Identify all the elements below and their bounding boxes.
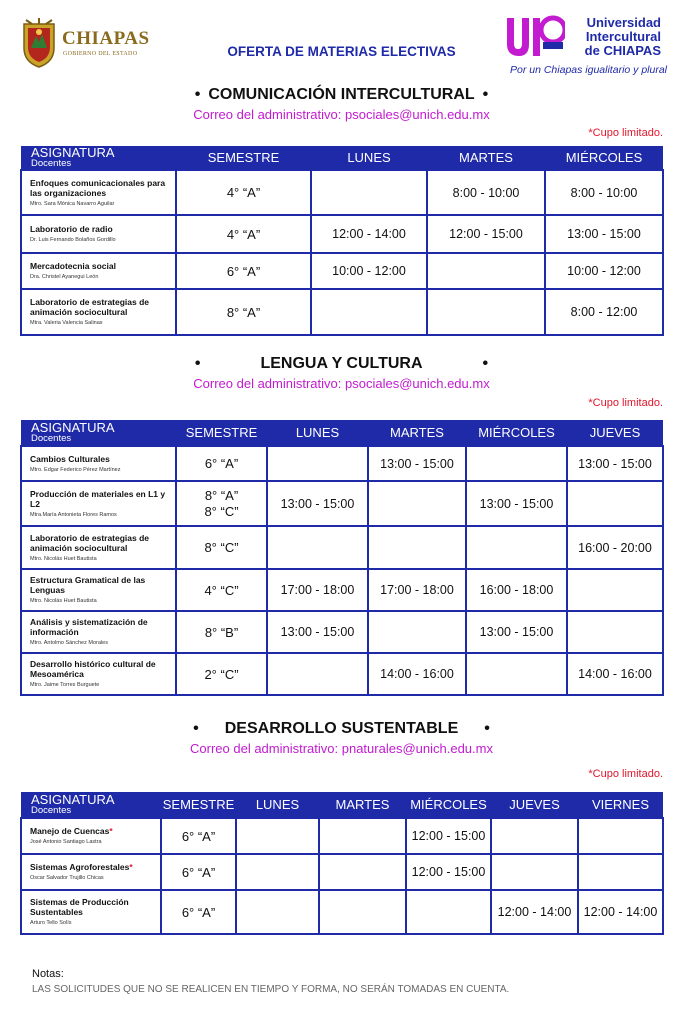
subject-cell: Mercadotecnia social Dra. Christel Ayanegui León [21, 253, 176, 289]
schedule-cell [368, 526, 466, 569]
schedule-table-desarrollo [20, 792, 664, 935]
semester-cell: 6° “A” [176, 253, 311, 289]
schedule-cell: 12:00 - 15:00 [406, 854, 491, 890]
subject-cell: Manejo de Cuencas* José Antonio Santiago Lastra [21, 818, 161, 854]
table-row [21, 818, 663, 854]
schedule-cell [427, 289, 545, 335]
semester-cell: 8° “C” [176, 526, 267, 569]
schedule-cell: 12:00 - 15:00 [406, 818, 491, 854]
schedule-cell: 13:00 - 15:00 [466, 611, 567, 653]
schedule-cell: 10:00 - 12:00 [545, 253, 663, 289]
schedule-cell [406, 890, 491, 934]
semester-cell: 2° “C” [176, 653, 267, 695]
university-name-line-2: Intercultural [585, 29, 661, 44]
table-row [21, 890, 663, 934]
schedule-cell: 12:00 - 14:00 [578, 890, 663, 934]
schedule-cell: 8:00 - 12:00 [545, 289, 663, 335]
schedule-cell [319, 890, 406, 934]
subject-cell: Producción de materiales en L1 y L2 Mtra.María Antonieta Flores Ramos [21, 481, 176, 526]
schedule-cell: 8:00 - 10:00 [545, 170, 663, 215]
header-martes: MARTES [427, 146, 545, 170]
schedule-cell: 12:00 - 14:00 [311, 215, 427, 253]
schedule-cell [368, 481, 466, 526]
table-row [21, 289, 663, 335]
subject-cell: Análisis y sistematización de información Mtro. Antolmo Sánchez Morales [21, 611, 176, 653]
section-title-lengua: • LENGUA Y CULTURA • [194, 355, 489, 372]
table-row [21, 854, 663, 890]
header-lunes: LUNES [236, 792, 319, 818]
university-slogan: Por un Chiapas igualitario y plural [510, 64, 668, 76]
chiapas-coat-of-arms-icon [22, 18, 56, 68]
section-title-desarrollo: • DESARROLLO SUSTENTABLE • [193, 720, 490, 737]
schedule-cell [319, 854, 406, 890]
semester-cell: 4° “C” [176, 569, 267, 611]
schedule-cell: 13:00 - 15:00 [466, 481, 567, 526]
semester-cell: 6° “A” [161, 890, 236, 934]
table-row [21, 170, 663, 215]
header-miercoles: MIÉRCOLES [545, 146, 663, 170]
subject-cell: Desarrollo histórico cultural de Mesoamérica Mtro. Jaime Torres Burguete [21, 653, 176, 695]
header-semestre: SEMESTRE [176, 146, 311, 170]
semester-cell: 4° “A” [176, 170, 311, 215]
subject-cell: Sistemas Agroforestales* Oscar Salvador Trujillo Chicas [21, 854, 161, 890]
subject-cell: Laboratorio de estrategias de animación sociocultural Mtra. Valeria Valencia Salinas [21, 289, 176, 335]
semester-cell: 6° “A” [176, 446, 267, 481]
table-row [21, 215, 663, 253]
schedule-table-lengua [20, 420, 664, 696]
section-email-desarrollo: Correo del administrativo: pnaturales@unich.edu.mx [190, 741, 493, 756]
schedule-cell [567, 481, 663, 526]
semester-cell: 6° “A” [161, 854, 236, 890]
header-lunes: LUNES [267, 420, 368, 446]
schedule-cell: 16:00 - 18:00 [466, 569, 567, 611]
subject-cell: Cambios Culturales Mtro. Edgar Federico Pérez Martínez [21, 446, 176, 481]
schedule-cell [267, 446, 368, 481]
semester-cell: 8° “A” [176, 289, 311, 335]
table-row [21, 526, 663, 569]
header-miercoles: MIÉRCOLES [406, 792, 491, 818]
schedule-cell [368, 611, 466, 653]
header-asignatura: ASIGNATURA Docentes [21, 792, 161, 818]
schedule-cell [491, 854, 578, 890]
schedule-cell [319, 818, 406, 854]
university-name-line-3: de CHIAPAS [584, 43, 661, 58]
schedule-cell: 12:00 - 15:00 [427, 215, 545, 253]
schedule-cell [267, 653, 368, 695]
state-name: CHIAPAS [62, 28, 150, 49]
schedule-cell [236, 854, 319, 890]
semester-cell: 8° “B” [176, 611, 267, 653]
header-martes: MARTES [319, 792, 406, 818]
section-email-comunicacion: Correo del administrativo: psociales@unich.edu.mx [193, 107, 490, 122]
schedule-table-comunicacion [20, 146, 664, 336]
schedule-cell [311, 170, 427, 215]
header-lunes: LUNES [311, 146, 427, 170]
header-miercoles: MIÉRCOLES [466, 420, 567, 446]
schedule-cell [578, 818, 663, 854]
table-row [21, 446, 663, 481]
semester-cell: 8° “A” 8° “C” [176, 481, 267, 526]
subject-cell: Enfoques comunicacionales para las organizaciones Mtro. Sara Mónica Navarro Aguilar [21, 170, 176, 215]
table-row [21, 253, 663, 289]
header-viernes: VIERNES [578, 792, 663, 818]
schedule-cell [236, 818, 319, 854]
schedule-cell [578, 854, 663, 890]
header-semestre: SEMESTRE [161, 792, 236, 818]
schedule-cell: 13:00 - 15:00 [567, 446, 663, 481]
schedule-cell [466, 526, 567, 569]
schedule-cell [427, 253, 545, 289]
notes-text: LAS SOLICITUDES QUE NO SE REALICEN EN TIEMPO Y FORMA, NO SERÁN TOMADAS EN CUENTA. [32, 984, 510, 995]
table-row [21, 653, 663, 695]
table-row [21, 569, 663, 611]
schedule-cell: 13:00 - 15:00 [267, 611, 368, 653]
schedule-cell [466, 446, 567, 481]
schedule-cell: 12:00 - 14:00 [491, 890, 578, 934]
schedule-cell: 13:00 - 15:00 [368, 446, 466, 481]
header-jueves: JUEVES [491, 792, 578, 818]
schedule-cell: 10:00 - 12:00 [311, 253, 427, 289]
schedule-cell [466, 653, 567, 695]
cupo-note: *Cupo limitado. [588, 768, 663, 780]
header-martes: MARTES [368, 420, 466, 446]
schedule-cell: 17:00 - 18:00 [267, 569, 368, 611]
cupo-note: *Cupo limitado. [588, 397, 663, 409]
semester-cell: 4° “A” [176, 215, 311, 253]
notes-heading: Notas: [32, 968, 64, 980]
subject-cell: Laboratorio de estrategias de animación sociocultural Mtro. Nicolás Huet Bautista [21, 526, 176, 569]
schedule-cell [567, 569, 663, 611]
schedule-cell: 16:00 - 20:00 [567, 526, 663, 569]
table-row [21, 481, 663, 526]
schedule-cell: 17:00 - 18:00 [368, 569, 466, 611]
schedule-cell [267, 526, 368, 569]
header-semestre: SEMESTRE [176, 420, 267, 446]
schedule-cell: 13:00 - 15:00 [267, 481, 368, 526]
schedule-cell [567, 611, 663, 653]
header-asignatura: ASIGNATURA Docentes [21, 420, 176, 446]
header-asignatura: ASIGNATURA Docentes [21, 146, 176, 170]
schedule-cell: 13:00 - 15:00 [545, 215, 663, 253]
schedule-cell [236, 890, 319, 934]
page-title: OFERTA DE MATERIAS ELECTIVAS [227, 44, 456, 59]
section-email-lengua: Correo del administrativo: psociales@unich.edu.mx [193, 376, 490, 391]
schedule-cell: 14:00 - 16:00 [368, 653, 466, 695]
cupo-note: *Cupo limitado. [588, 127, 663, 139]
university-name-line-1: Universidad [586, 15, 661, 30]
subject-cell: Sistemas de Producción Sustentables Arturo Tello Solís [21, 890, 161, 934]
header-jueves: JUEVES [567, 420, 663, 446]
schedule-cell [491, 818, 578, 854]
unich-logo-icon [505, 14, 565, 60]
state-subtitle: GOBIERNO DEL ESTADO [63, 51, 138, 57]
schedule-cell: 14:00 - 16:00 [567, 653, 663, 695]
semester-cell: 6° “A” [161, 818, 236, 854]
schedule-cell [311, 289, 427, 335]
subject-cell: Estructura Gramatical de las Lenguas Mtro. Nicolás Huet Bautista [21, 569, 176, 611]
section-title-comunicacion: • COMUNICACIÓN INTERCULTURAL • [194, 86, 489, 103]
subject-cell: Laboratorio de radio Dr. Luis Fernando Bolaños Gordillo [21, 215, 176, 253]
table-row [21, 611, 663, 653]
schedule-cell: 8:00 - 10:00 [427, 170, 545, 215]
